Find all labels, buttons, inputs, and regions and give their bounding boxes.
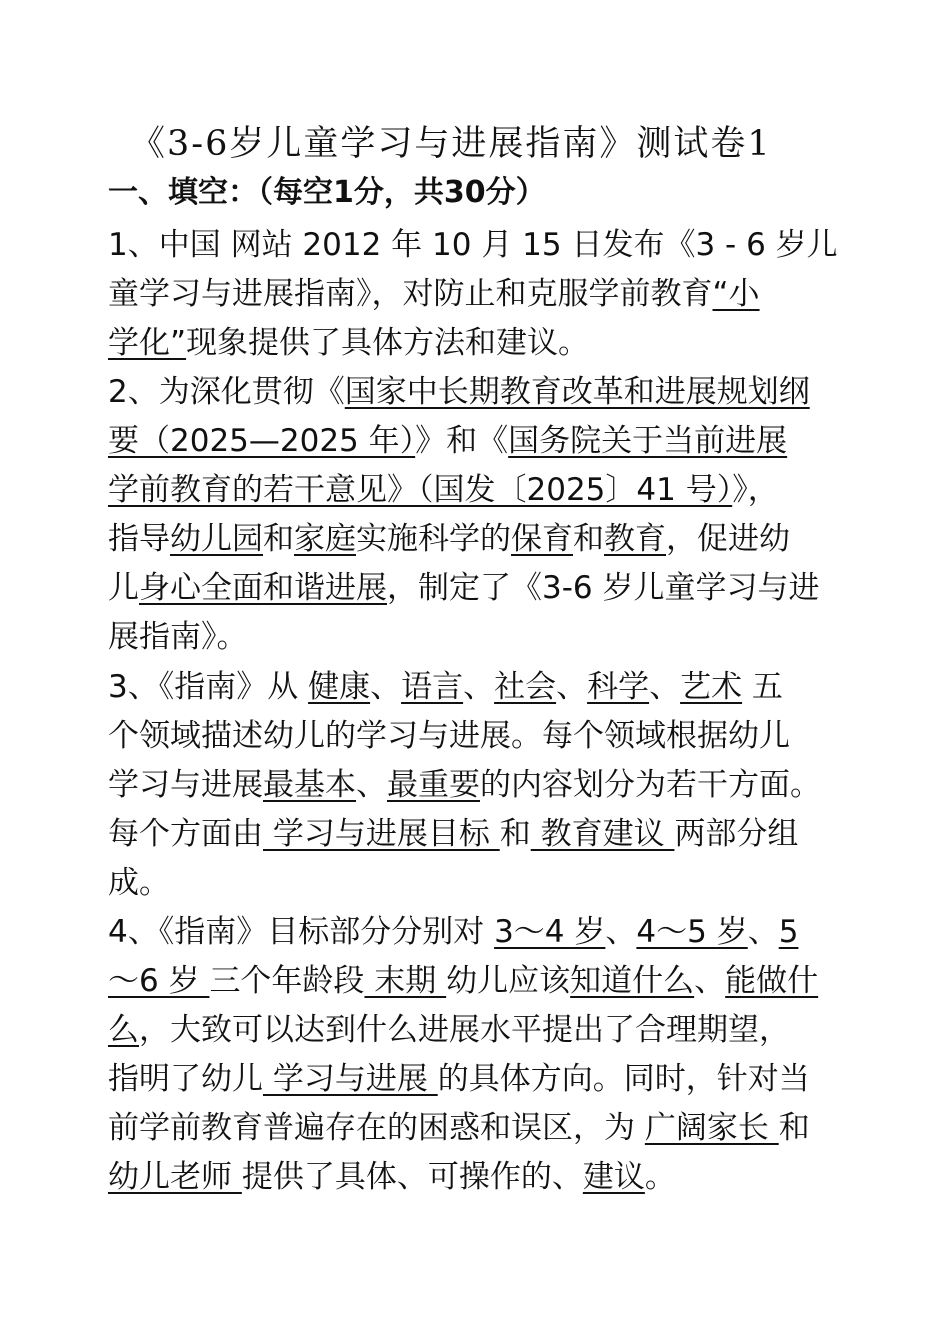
underlined-answer: 教育 bbox=[604, 521, 666, 557]
text-line bbox=[108, 417, 843, 466]
text-line bbox=[108, 810, 843, 859]
underlined-answer: 3～4 岁 bbox=[494, 914, 606, 950]
underlined-answer: 幼儿园 bbox=[170, 521, 263, 557]
text-segment: 三个年龄段 bbox=[209, 963, 365, 999]
text-segment: 每个方面由 bbox=[108, 816, 263, 852]
text-segment: 、 bbox=[605, 914, 637, 950]
text-segment: 4、《指南》目标部分分别对 bbox=[108, 914, 495, 950]
text-segment: 1、中国 网站 2012 年 10 月 15 日发布《3 - 6 岁儿 bbox=[108, 227, 838, 263]
text-segment: 和 bbox=[499, 816, 531, 852]
text-line bbox=[108, 221, 843, 270]
underlined-answer: ～6 岁 bbox=[108, 963, 210, 999]
question-3 bbox=[108, 663, 843, 908]
underlined-answer: 广阔家长 bbox=[644, 1110, 779, 1146]
underlined-answer: 学习与进展目标 bbox=[263, 816, 500, 852]
text-segment: ，促进幼 bbox=[666, 521, 790, 557]
text-segment: 的内容划分为若干方面。 bbox=[480, 767, 821, 803]
text-segment: 和 bbox=[778, 1110, 810, 1146]
underlined-answer: 健康 bbox=[308, 669, 371, 705]
underlined-answer: 4～5 岁 bbox=[636, 914, 748, 950]
text-segment: 和 bbox=[263, 521, 294, 557]
text-segment: 学习与进展 bbox=[108, 767, 263, 803]
text-segment: 2、为深化贯彻《 bbox=[108, 374, 345, 410]
underlined-answer: 身心全面和谐进展 bbox=[139, 570, 387, 606]
text-segment: 五 bbox=[742, 669, 783, 705]
text-segment: ，制定了《3-6 岁儿童学习与进 bbox=[387, 570, 820, 606]
text-line bbox=[108, 761, 843, 810]
underlined-answer: 科学 bbox=[587, 669, 650, 705]
text-segment: 提供了具体、可操作的、 bbox=[241, 1159, 583, 1195]
text-segment: 幼儿应该 bbox=[446, 963, 571, 999]
text-segment: 》， bbox=[732, 472, 779, 508]
underlined-answer: 教育建议 bbox=[530, 816, 675, 852]
section-heading: 一、填空：（每空1分，共30分） bbox=[108, 175, 546, 210]
underlined-answer: 家庭 bbox=[294, 521, 356, 557]
text-segment: 的具体方向。同时，针对当 bbox=[437, 1061, 810, 1097]
underlined-answer: 知道什么 bbox=[570, 963, 695, 999]
text-segment: ，大致可以达到什么进展水平提出了合理期望， bbox=[139, 1012, 790, 1048]
text-segment: 、 bbox=[463, 669, 495, 705]
text-segment: 3、《指南》从 bbox=[108, 669, 309, 705]
text-line bbox=[108, 613, 843, 662]
underlined-answer: 么 bbox=[108, 1012, 139, 1048]
underlined-answer: 要（2025—2025 年） bbox=[108, 423, 416, 459]
text-segment: 前学前教育普遍存在的困惑和误区，为 bbox=[108, 1110, 645, 1146]
text-segment: 现象提供了具体方法和建议。 bbox=[186, 325, 590, 361]
text-line bbox=[108, 1153, 843, 1202]
underlined-answer: 语言 bbox=[401, 669, 464, 705]
text-line bbox=[108, 368, 843, 417]
text-segment: 童学习与进展指南》，对防止和克服学前教育 bbox=[108, 276, 713, 312]
text-line bbox=[108, 957, 843, 1006]
underlined-answer: 能做什 bbox=[725, 963, 819, 999]
document-title: 《3-6岁儿童学习与进展指南》测试卷1 bbox=[130, 124, 772, 164]
text-segment: 儿 bbox=[108, 570, 139, 606]
text-line bbox=[108, 564, 843, 613]
text-segment: 、 bbox=[556, 669, 588, 705]
question-2 bbox=[108, 368, 843, 662]
underlined-answer: 保育 bbox=[511, 521, 573, 557]
underlined-answer: 幼儿老师 bbox=[108, 1159, 242, 1195]
text-segment: 》和《 bbox=[415, 423, 509, 459]
text-segment: 、 bbox=[694, 963, 726, 999]
underlined-answer: 社会 bbox=[494, 669, 557, 705]
question-1 bbox=[108, 221, 843, 368]
text-line bbox=[108, 1055, 843, 1104]
text-line bbox=[108, 515, 843, 564]
underlined-answer: 国家中长期教育改革和进展规划纲 bbox=[344, 374, 810, 410]
underlined-answer: 艺术 bbox=[680, 669, 743, 705]
text-line bbox=[108, 663, 843, 712]
underlined-answer: 最重要 bbox=[387, 767, 480, 803]
text-segment: 实施科学的 bbox=[356, 521, 511, 557]
underlined-answer: 国务院关于当前进展 bbox=[508, 423, 788, 459]
text-segment: 指明了幼儿 bbox=[108, 1061, 263, 1097]
text-segment: 个领域描述幼儿的学习与进展。每个领域根据幼儿 bbox=[108, 718, 790, 754]
text-segment: 展指南》。 bbox=[108, 619, 248, 655]
text-line bbox=[108, 908, 843, 957]
underlined-answer: 学习与进展 bbox=[263, 1061, 438, 1097]
text-line bbox=[108, 466, 843, 515]
text-segment: 、 bbox=[356, 767, 387, 803]
underlined-answer: 学化” bbox=[108, 325, 187, 361]
text-line bbox=[108, 319, 843, 368]
text-segment: 成。 bbox=[108, 865, 170, 901]
text-line bbox=[108, 712, 843, 761]
text-line bbox=[108, 1006, 843, 1055]
text-segment: 和 bbox=[573, 521, 604, 557]
underlined-answer: 5 bbox=[778, 914, 799, 950]
text-segment: 、 bbox=[747, 914, 779, 950]
text-line bbox=[108, 270, 843, 319]
text-segment: 、 bbox=[649, 669, 681, 705]
underlined-answer: 学前教育的若干意见》（国发〔2025〕41 号） bbox=[108, 472, 733, 508]
text-line bbox=[108, 859, 843, 908]
underlined-answer: 建议 bbox=[582, 1159, 645, 1195]
underlined-answer: 末期 bbox=[364, 963, 447, 999]
text-segment: 、 bbox=[370, 669, 402, 705]
text-segment: 指导 bbox=[108, 521, 170, 557]
question-4 bbox=[108, 908, 843, 1202]
text-line bbox=[108, 1104, 843, 1153]
text-segment: 。 bbox=[644, 1159, 676, 1195]
text-segment: 两部分组 bbox=[674, 816, 799, 852]
underlined-answer: 最基本 bbox=[263, 767, 356, 803]
underlined-answer: “小 bbox=[712, 276, 760, 312]
